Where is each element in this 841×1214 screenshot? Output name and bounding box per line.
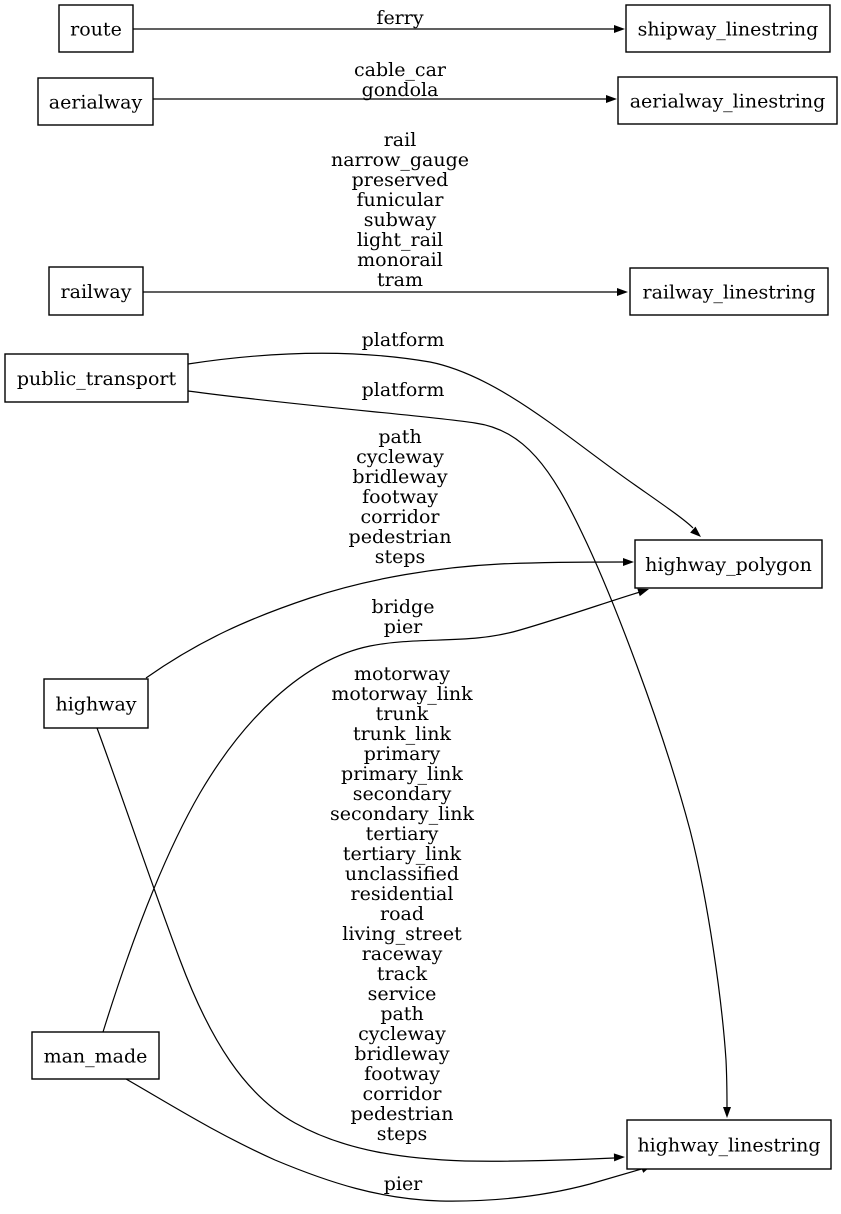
edge-label: primary — [363, 743, 441, 765]
arrowhead-icon — [614, 25, 625, 33]
edge-label: light_rail — [356, 229, 444, 251]
node-aerialway_linestring — [618, 77, 837, 124]
edge-label: bridge — [371, 596, 435, 618]
node-route — [59, 5, 133, 52]
edge-label: service — [367, 983, 437, 1005]
edge-label: trunk_link — [352, 723, 452, 745]
node-label: aerialway — [48, 91, 143, 114]
edge-public_transport_to_highway_linestring — [188, 379, 731, 1118]
edge-label: pier — [383, 616, 423, 638]
edge-label: narrow_gauge — [330, 149, 470, 171]
edge-label: primary_link — [341, 763, 463, 785]
node-label: highway_polygon — [645, 554, 812, 576]
arrowhead-icon — [637, 589, 649, 597]
edge-route_to_shipway_linestring — [133, 7, 625, 33]
edge-label: pedestrian — [348, 526, 452, 548]
edge-label: pier — [383, 1173, 423, 1195]
edge-label: rail — [383, 129, 417, 151]
node-highway_polygon — [635, 540, 822, 588]
edge-label: corridor — [360, 506, 440, 528]
edge-label: track — [376, 963, 428, 985]
edge-label: steps — [374, 546, 426, 568]
node-shipway_linestring — [626, 5, 830, 52]
edge-label: cable_car — [353, 59, 447, 81]
edge-railway_to_railway_linestring — [143, 129, 628, 296]
arrowhead-icon — [623, 558, 634, 566]
arrowhead-icon — [617, 288, 628, 296]
arrowhead-icon — [723, 1107, 731, 1118]
node-railway_linestring — [630, 268, 828, 315]
edge-label: path — [378, 426, 422, 448]
edge-label: gondola — [361, 79, 439, 101]
edge-label: raceway — [361, 943, 443, 965]
edge-label: road — [379, 903, 425, 925]
edge-label: preserved — [351, 169, 449, 191]
edge-label: tertiary_link — [342, 843, 462, 865]
edge-label: trunk — [375, 703, 429, 725]
node-label: highway_linestring — [637, 1134, 821, 1157]
edge-label: secondary — [352, 783, 452, 805]
edge-label: bridleway — [354, 1043, 450, 1065]
edge-label: ferry — [376, 7, 424, 29]
node-man_made — [32, 1032, 159, 1079]
edge-label: residential — [350, 883, 454, 905]
arrowhead-icon — [690, 527, 701, 537]
edge-label: path — [380, 1003, 424, 1025]
edge-label: funicular — [356, 189, 444, 211]
edge-label: monorail — [357, 249, 443, 271]
edge-label: unclassified — [344, 863, 460, 885]
edge-label: bridleway — [352, 466, 448, 488]
edge-label: living_street — [342, 923, 462, 945]
node-highway_linestring — [627, 1120, 831, 1169]
node-label: highway — [55, 693, 137, 716]
edge-label: platform — [361, 329, 445, 351]
edge-label: subway — [363, 209, 437, 231]
node-label: railway_linestring — [642, 281, 816, 304]
edge-label: platform — [361, 379, 445, 401]
edge-label: steps — [376, 1123, 428, 1145]
edge-line — [188, 391, 727, 1108]
node-aerialway — [38, 78, 153, 125]
edge-label: motorway — [354, 663, 450, 685]
edge-label: secondary_link — [329, 803, 475, 825]
edge-label: motorway_link — [331, 683, 473, 705]
node-railway — [49, 267, 143, 315]
edge-highway_to_highway_linestring — [97, 663, 625, 1161]
node-label: shipway_linestring — [637, 18, 819, 41]
edge-label: tram — [376, 269, 424, 291]
edge-highway_to_highway_polygon — [146, 426, 634, 678]
node-label: aerialway_linestring — [629, 90, 826, 113]
node-label: railway — [60, 281, 132, 303]
node-label: public_transport — [16, 368, 177, 390]
arrowhead-icon — [614, 1153, 625, 1161]
edge-label: tertiary — [365, 823, 439, 845]
edge-label: footway — [364, 1063, 440, 1085]
edge-label: cycleway — [358, 1023, 446, 1045]
arrowhead-icon — [606, 95, 617, 103]
edge-label: corridor — [362, 1083, 442, 1105]
edge-aerialway_to_aerialway_linestring — [153, 59, 617, 103]
node-label: route — [70, 18, 122, 41]
node-highway — [44, 679, 148, 728]
edge-public_transport_to_highway_polygon — [188, 329, 701, 537]
edge-label: pedestrian — [350, 1103, 454, 1125]
edge-label: cycleway — [356, 446, 444, 468]
edge-label: footway — [362, 486, 438, 508]
node-label: man_made — [43, 1045, 148, 1068]
node-public_transport — [5, 354, 188, 402]
